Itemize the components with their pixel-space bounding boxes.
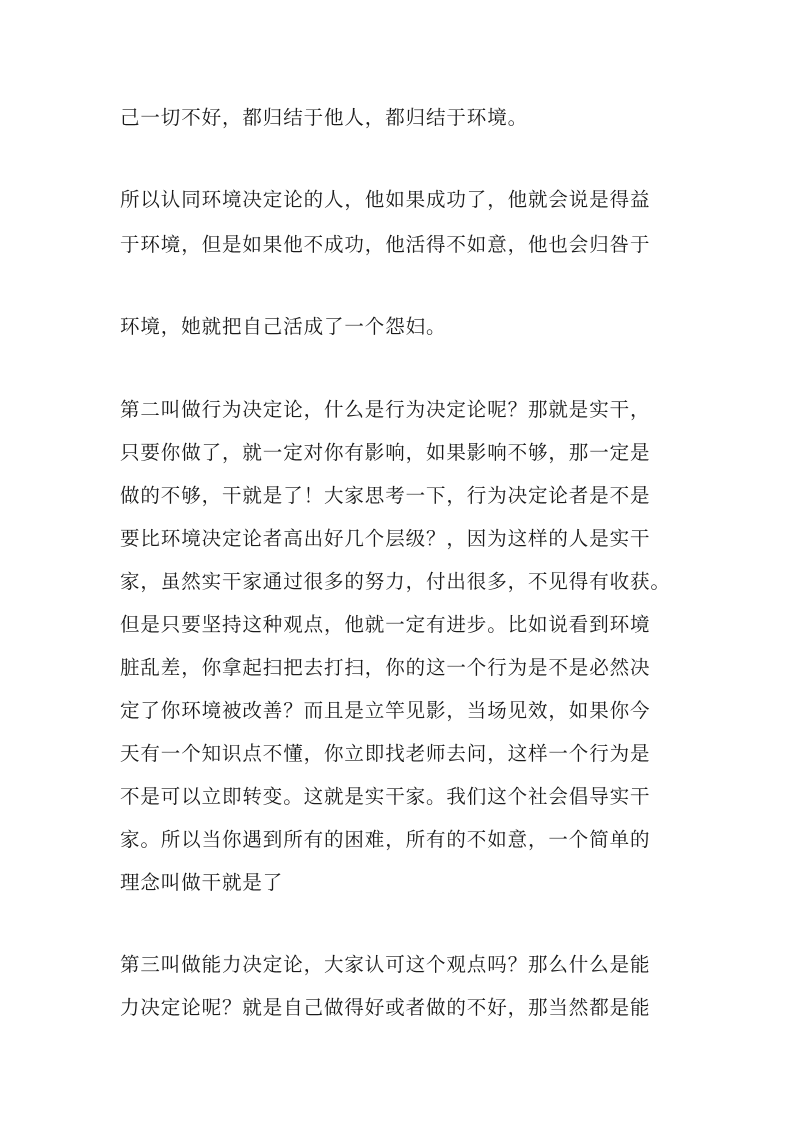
- text-line: 做的不够，干就是了！大家思考一下，行为决定论者是不是: [120, 484, 651, 507]
- text-line: 天有一个知识点不懂，你立即找老师去问，这样一个行为是: [120, 742, 651, 765]
- text-line: 只要你做了，就一定对你有影响，如果影响不够，那一定是: [120, 441, 651, 464]
- text-line: 理念叫做干就是了: [120, 871, 284, 894]
- text-line: 于环境，但是如果他不成功，他活得不如意，他也会归咎于: [120, 233, 651, 256]
- text-line: 己一切不好，都归结于他人，都归结于环境。: [120, 106, 529, 129]
- text-line: 家。所以当你遇到所有的困难，所有的不如意，一个简单的: [120, 828, 651, 851]
- text-line: 不是可以立即转变。这就是实干家。我们这个社会倡导实干: [120, 785, 651, 808]
- text-line: 定了你环境被改善？而且是立竿见影，当场见效，如果你今: [120, 699, 651, 722]
- text-line: 第二叫做行为决定论，什么是行为决定论呢？那就是实干，: [120, 398, 651, 421]
- text-line: 但是只要坚持这种观点，他就一定有进步。比如说看到环境: [120, 613, 651, 636]
- text-line: 要比环境决定论者高出好几个层级？，因为这样的人是实干: [120, 527, 651, 550]
- text-line: 环境，她就把自己活成了一个怨妇。: [120, 315, 447, 338]
- text-line: 家，虽然实干家通过很多的努力，付出很多，不见得有收获。: [120, 570, 671, 593]
- text-line: 所以认同环境决定论的人，他如果成功了，他就会说是得益: [120, 188, 651, 211]
- text-line: 脏乱差，你拿起扫把去打扫，你的这一个行为是不是必然决: [120, 656, 651, 679]
- text-line: 力决定论呢？就是自己做得好或者做的不好，那当然都是能: [120, 996, 651, 1019]
- text-line: 第三叫做能力决定论，大家认可这个观点吗？那么什么是能: [120, 953, 651, 976]
